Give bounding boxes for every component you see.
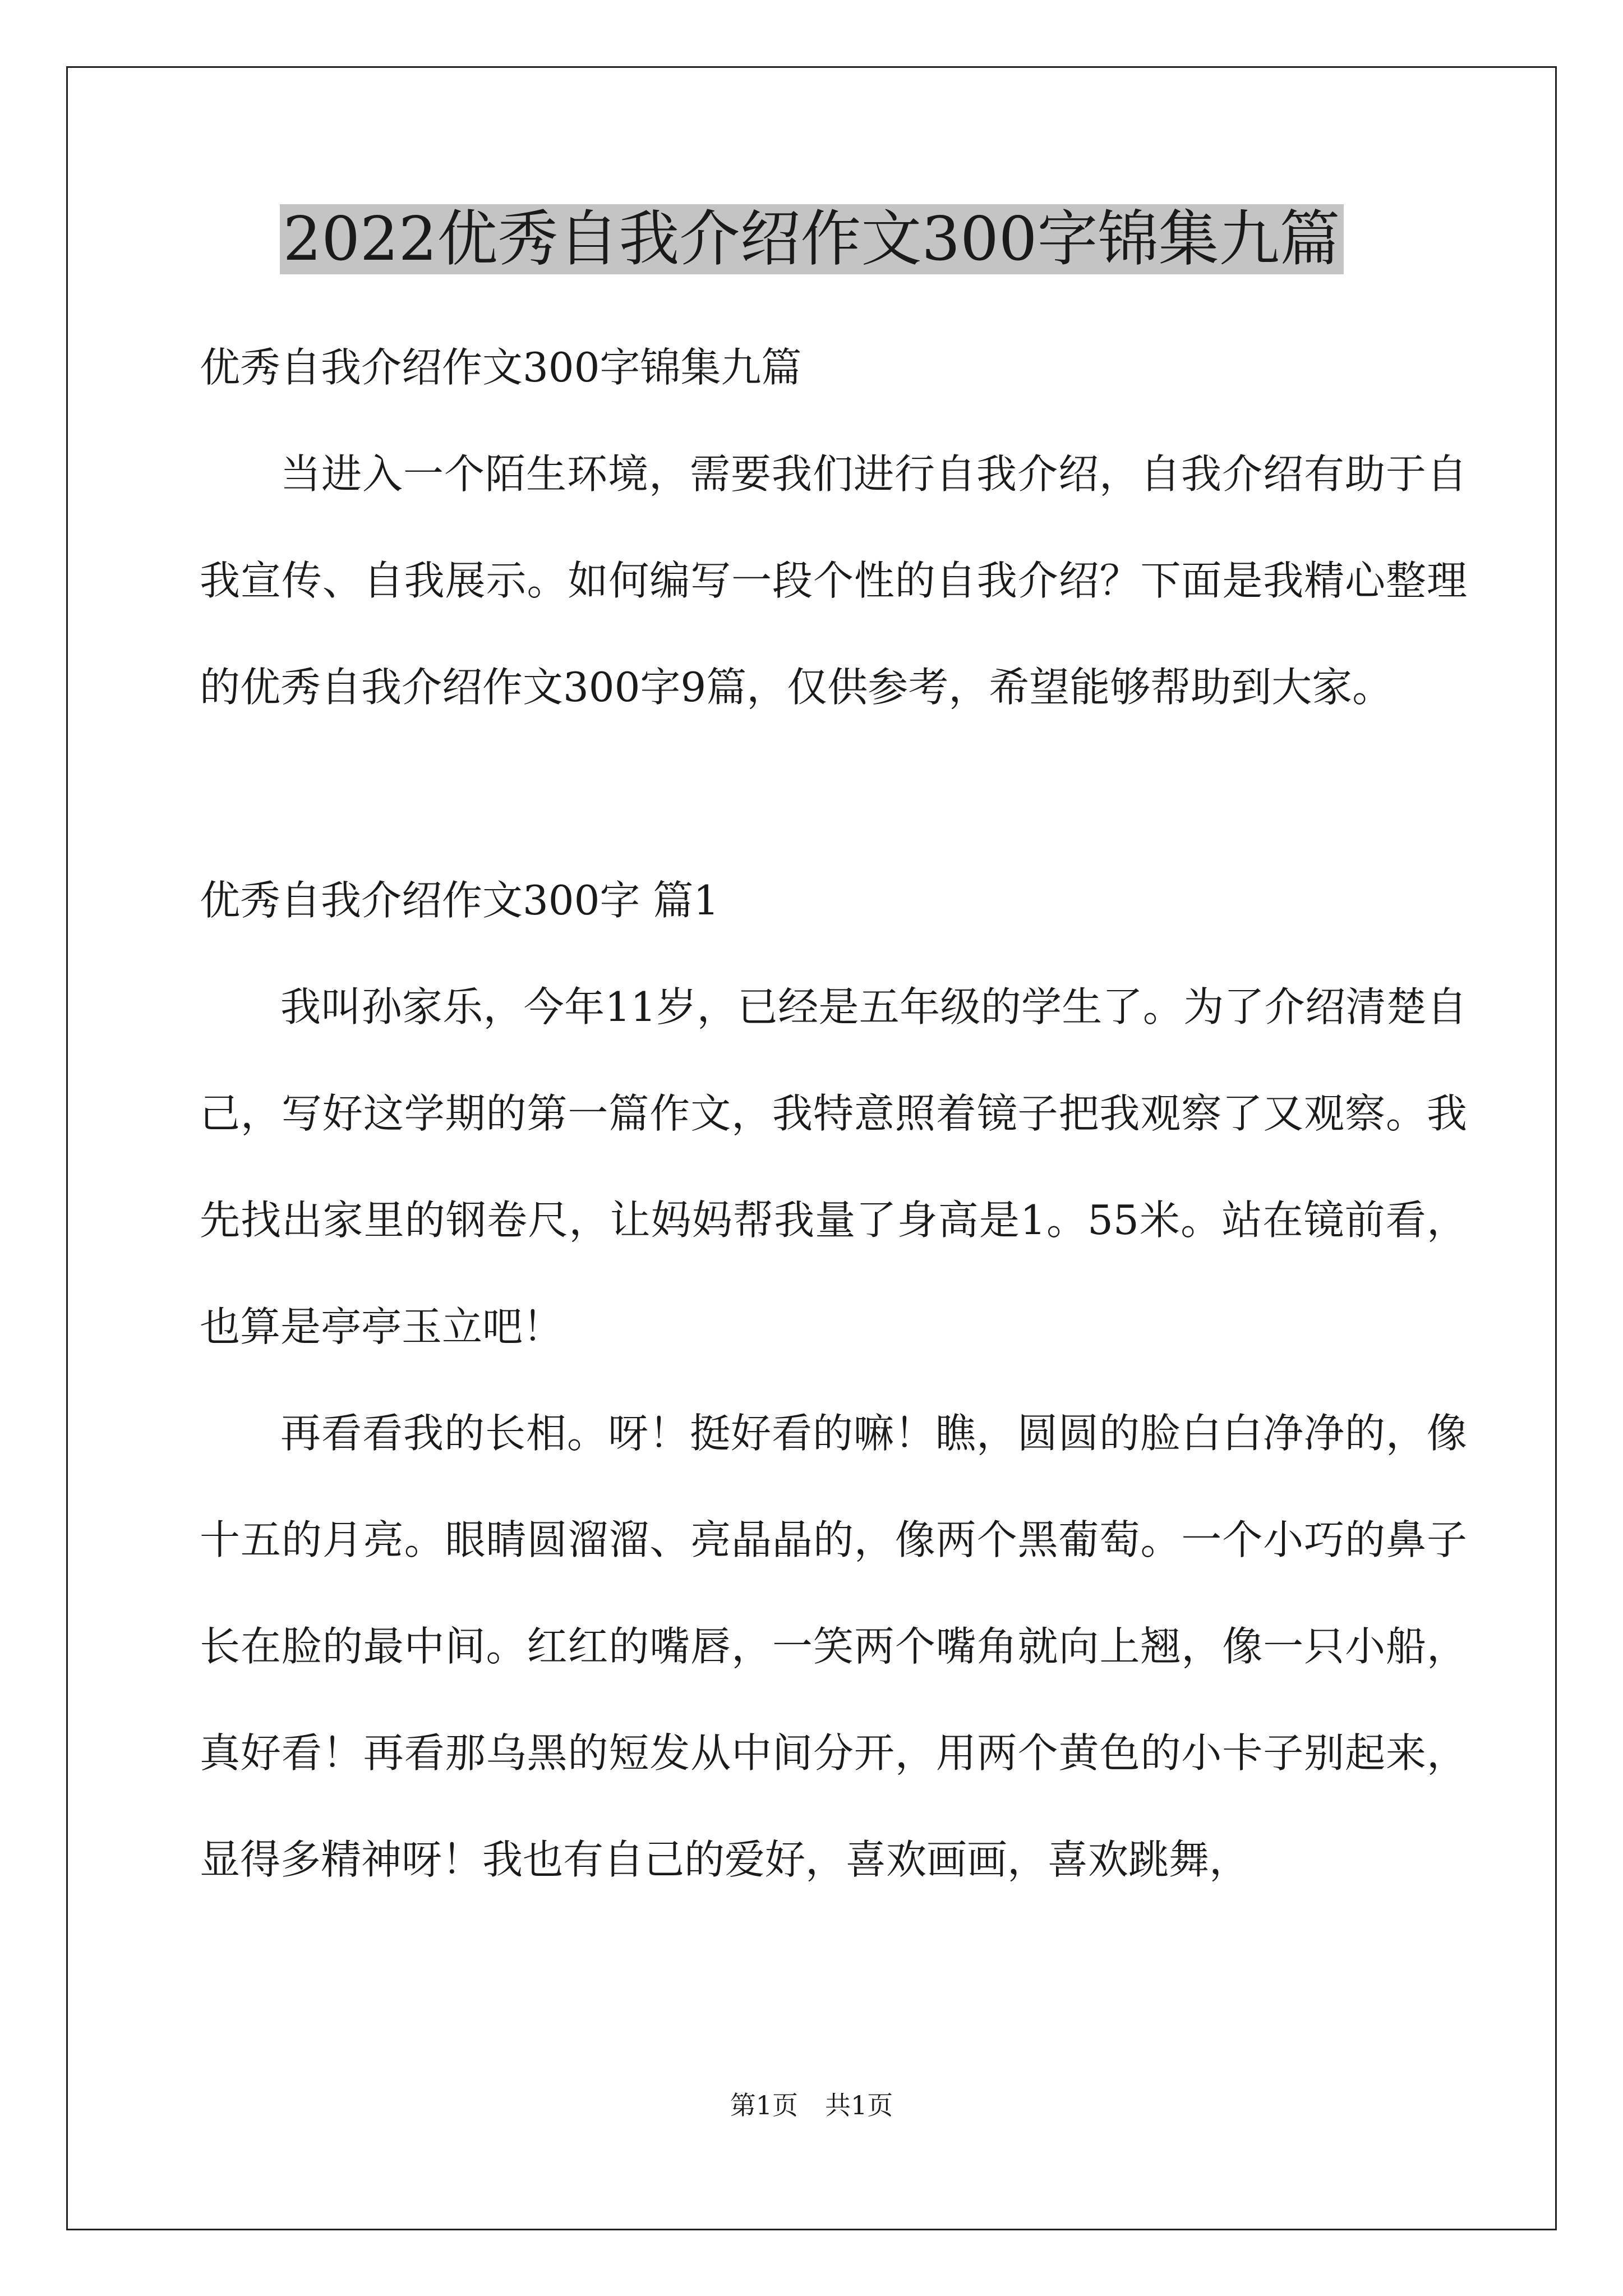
page-number-current: 第1页 (730, 2090, 798, 2120)
page-footer (0, 2086, 1623, 2125)
intro-paragraph: 当进入一个陌生环境，需要我们进行自我介绍，自我介绍有助于自我宣传、自我展示。如何编写一段个性的自我介绍？下面是我精心整理的优秀自我介绍作文300字9篇，仅供参考，希望能够帮助到大家。 (200, 450, 1467, 711)
body-paragraph: 我叫孙家乐，今年11岁，已经是五年级的学生了。为了介绍清楚自己，写好这学期的第一篇作文，我特意照着镜子把我观察了又观察。我先找出家里的钢卷尺，让妈妈帮我量了身高是1。55米。站在镜前看，也算是亭亭玉立吧！ (200, 983, 1467, 1350)
body-paragraph: 再看看我的长相。呀！挺好看的嘛！瞧，圆圆的脸白白净净的，像十五的月亮。眼睛圆溜溜、亮晶晶的，像两个黑葡萄。一个小巧的鼻子长在脸的最中间。红红的嘴唇，一笑两个嘴角就向上翘，像一只小船，真好看！再看那乌黑的短发从中间分开，用两个黄色的小卡子别起来，显得多精神呀！我也有自己的爱好，喜欢画画，喜欢跳舞， (200, 1410, 1467, 1883)
section-heading: 优秀自我介绍作文300字 篇1 (200, 877, 720, 924)
document-title (0, 197, 1623, 282)
subtitle-paragraph: 优秀自我介绍作文300字锦集九篇 (200, 344, 802, 391)
document-title-text: 2022优秀自我介绍作文300字锦集九篇 (280, 204, 1344, 274)
document-body (200, 314, 1467, 1913)
page-number-total: 共1页 (825, 2090, 893, 2120)
